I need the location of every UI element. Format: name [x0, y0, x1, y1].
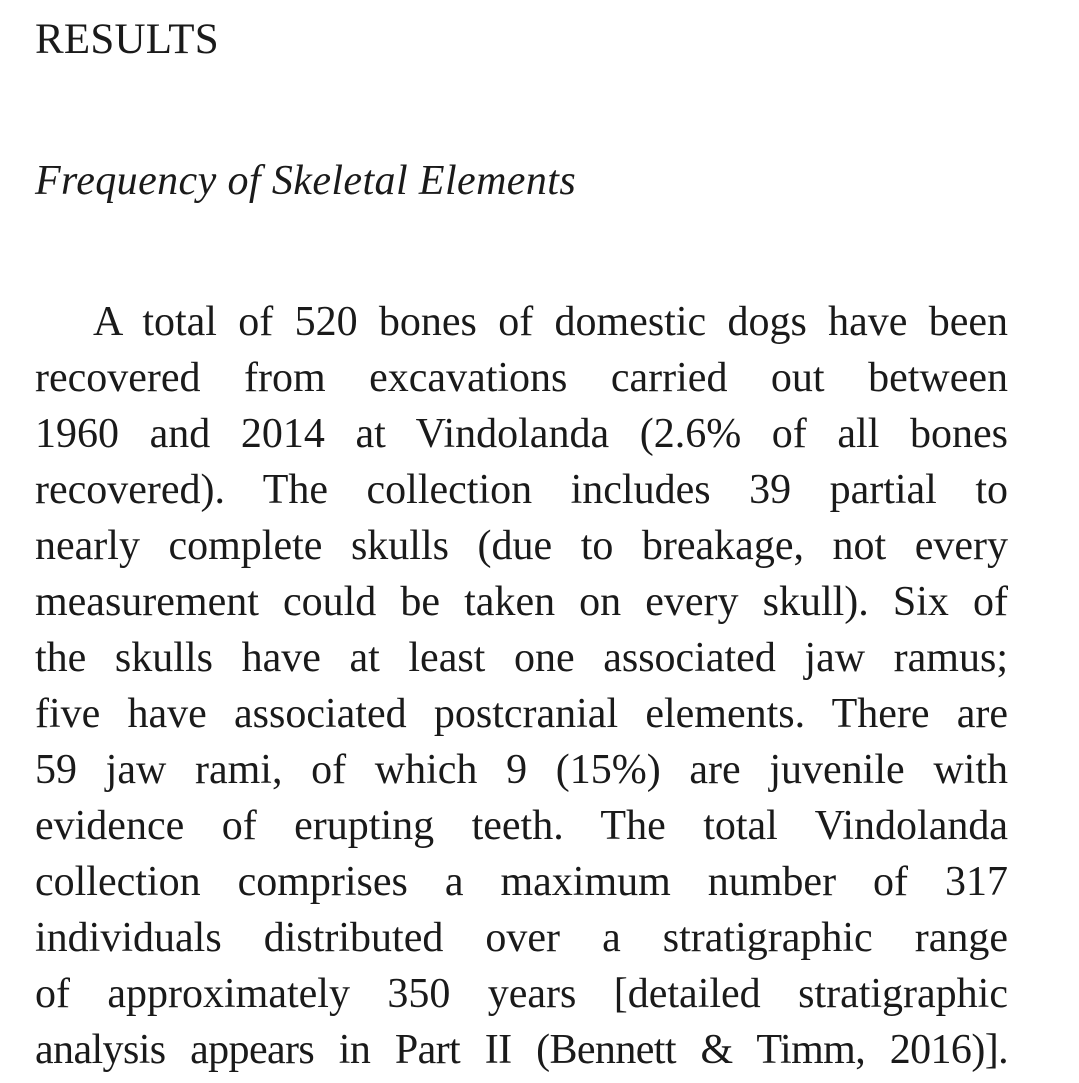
- paragraph-line: nearly complete skulls (due to breakage, not every: [35, 523, 1008, 569]
- results-paragraph: [35, 294, 1008, 1078]
- paragraph-line: the skulls have at least one associated jaw ramus;: [35, 635, 1008, 681]
- paragraph-line: 59 jaw rami, of which 9 (15%) are juvenile with: [35, 747, 1008, 793]
- section-heading: RESULTS: [35, 16, 219, 63]
- paragraph-line: of approximately 350 years [detailed stratigraphic: [35, 971, 1008, 1017]
- paragraph-line: analysis appears in Part II (Bennett & Timm, 2016)].: [35, 1027, 1008, 1073]
- paragraph-line: recovered from excavations carried out between: [35, 355, 1008, 401]
- paragraph-line: individuals distributed over a stratigraphic range: [35, 915, 1008, 961]
- paragraph-line: collection comprises a maximum number of 317: [35, 859, 1008, 905]
- paragraph-line: five have associated postcranial elements. There are: [35, 691, 1008, 737]
- subsection-heading: Frequency of Skeletal Elements: [35, 158, 577, 204]
- paragraph-line: 1960 and 2014 at Vindolanda (2.6% of all bones: [35, 411, 1008, 457]
- paragraph-line: recovered). The collection includes 39 partial to: [35, 467, 1008, 513]
- paragraph-line: measurement could be taken on every skull). Six of: [35, 579, 1008, 625]
- paragraph-line: evidence of erupting teeth. The total Vindolanda: [35, 803, 1008, 849]
- paragraph-line: A total of 520 bones of domestic dogs have been: [93, 299, 1008, 345]
